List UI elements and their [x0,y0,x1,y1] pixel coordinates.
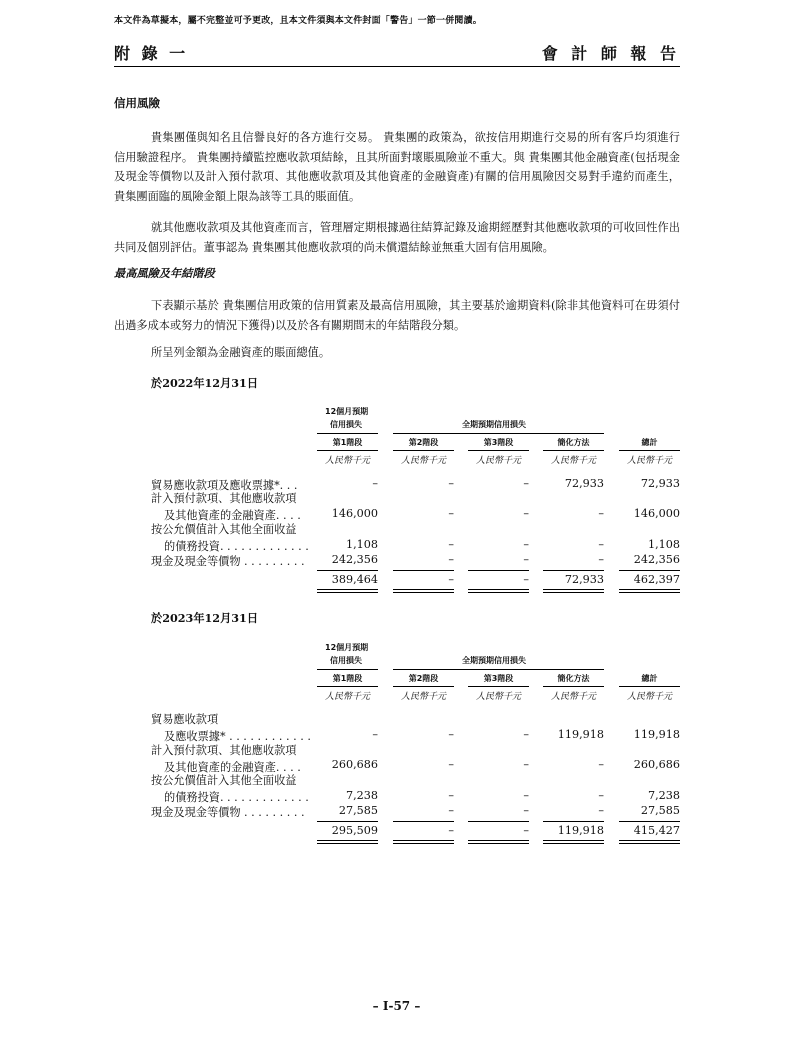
header-12-month-line2: 信用損失 [330,656,362,665]
row-label: 按公允價值計入其他全面收益 [151,523,297,536]
row-label-continued: 及其他資產的金融資產. . . . [164,509,301,522]
double-rule-bottom-stage1 [317,843,378,844]
column-header-rule-stage3 [468,450,529,451]
double-rule-top-total [619,589,680,590]
cell-stage1: – [372,477,378,490]
cell-stage3: – [523,728,529,741]
cell-total: 27,585 [640,804,680,817]
cell-stage3: – [523,758,529,771]
total-stage3: – [523,824,529,837]
cell-simplified: – [598,538,604,551]
column-header-stage3: 第3階段 [483,438,514,447]
row-label-continued: 的債務投資. . . . . . . . . . . . . [164,791,309,804]
double-rule-bottom-stage1 [317,592,378,593]
draft-warning: 本文件為草擬本，屬不完整並可予更改，且本文件須與本文件封面「警告」一節一併閱讀。 [114,16,483,26]
table-2022-date: 於2022年12月31日 [151,376,259,390]
double-rule-bottom-stage3 [468,592,529,593]
cell-stage2: – [448,477,454,490]
double-rule-top-simplified [543,840,604,841]
unit-label-stage2: 人民幣千元 [400,692,446,702]
cell-stage2: – [448,789,454,802]
cell-stage3: – [523,789,529,802]
total-rule-simplified [543,821,604,822]
cell-simplified: – [598,507,604,520]
total-rule-stage1 [317,570,378,571]
column-header-rule-stage1 [317,686,378,687]
cell-stage3: – [523,538,529,551]
double-rule-bottom-stage3 [468,843,529,844]
cell-total: 146,000 [633,507,680,520]
total-stage2: – [448,824,454,837]
double-rule-top-simplified [543,589,604,590]
cell-stage3: – [523,477,529,490]
double-rule-top-stage3 [468,840,529,841]
row-label: 貿易應收款項及應收票據*. . . [151,479,298,492]
cell-simplified: – [598,789,604,802]
row-label-continued: 及應收票據* . . . . . . . . . . . . [164,730,311,743]
cell-total: 119,918 [633,728,680,741]
column-header-rule-stage2 [393,686,454,687]
column-header-simplified: 簡化方法 [557,438,590,447]
header-12-month-line1: 12個月預期 [325,407,369,416]
total-rule-stage3 [468,821,529,822]
paragraph-table-intro: 下表顯示基於 貴集團信用政策的信用質素及最高信用風險，其主要基於逾期資料(除非其他資料可在毋須付出過多成本或努力的情況下獲得)以及於各有關期間末的年結階段分類。 [114,299,680,332]
unit-label-stage3: 人民幣千元 [475,456,521,466]
table-2023-date: 於2023年12月31日 [151,611,259,625]
cell-simplified: – [598,804,604,817]
cell-total: 242,356 [633,553,680,566]
cell-simplified: – [598,553,604,566]
header-rule [114,66,680,67]
unit-label-total: 人民幣千元 [626,456,672,466]
column-header-stage1: 第1階段 [332,438,363,447]
unit-label-total: 人民幣千元 [626,692,672,702]
double-rule-bottom-simplified [543,843,604,844]
row-label-continued: 及其他資產的金融資產. . . . [164,761,301,774]
cell-total: 1,108 [647,538,680,551]
column-header-rule-total [619,686,680,687]
row-label: 按公允價值計入其他全面收益 [151,774,297,787]
header-lifetime: 全期預期信用損失 [462,656,526,665]
double-rule-bottom-total [619,843,680,844]
cell-stage3: – [523,507,529,520]
cell-stage1: 27,585 [338,804,378,817]
column-header-rule-stage3 [468,686,529,687]
header-rule-stage1 [317,433,378,434]
column-header-total: 總計 [641,674,658,683]
header-rule-lifetime [393,669,604,670]
row-label-continued: 的債務投資. . . . . . . . . . . . . [164,540,309,553]
section-title: 信用風險 [114,96,160,110]
cell-stage2: – [448,538,454,551]
page-number: – I-57 – [372,999,421,1013]
column-header-total: 總計 [641,438,658,447]
double-rule-top-stage1 [317,589,378,590]
cell-simplified: – [598,758,604,771]
total-rule-total [619,821,680,822]
total-stage1: 389,464 [331,573,378,586]
double-rule-bottom-stage2 [393,592,454,593]
column-header-rule-simplified [543,686,604,687]
double-rule-top-stage1 [317,840,378,841]
cell-stage2: – [448,553,454,566]
cell-total: 7,238 [647,789,680,802]
total-rule-stage2 [393,821,454,822]
total-stage3: – [523,573,529,586]
paragraph-other-receivables: 就其他應收款項及其他資產而言，管理層定期根據過往結算記錄及逾期經歷對其他應收款項的可收回性作出共同及個別評估。董事認為 貴集團其他應收款項的尚未償還結餘並無重大固有信用風險。 [114,221,680,254]
double-rule-bottom-simplified [543,592,604,593]
double-rule-top-total [619,840,680,841]
total-rule-stage1 [317,821,378,822]
cell-simplified: 119,918 [557,728,604,741]
total-simplified: 119,918 [557,824,604,837]
cell-simplified: 72,933 [564,477,604,490]
column-header-stage3: 第3階段 [483,674,514,683]
unit-label-stage1: 人民幣千元 [324,692,370,702]
row-label: 現金及現金等價物 . . . . . . . . . [151,806,305,819]
cell-stage2: – [448,804,454,817]
double-rule-bottom-total [619,592,680,593]
cell-stage3: – [523,553,529,566]
double-rule-top-stage3 [468,589,529,590]
row-label: 計入預付款項、其他應收款項 [151,744,297,757]
header-12-month-line1: 12個月預期 [325,643,369,652]
total-rule-stage2 [393,570,454,571]
subheading-max-exposure: 最高風險及年結階段 [114,266,215,280]
appendix-title: 附 錄 一 [114,44,189,63]
column-header-stage2: 第2階段 [408,674,439,683]
double-rule-bottom-stage2 [393,843,454,844]
cell-total: 260,686 [633,758,680,771]
cell-total: 72,933 [640,477,680,490]
header-lifetime: 全期預期信用損失 [462,420,526,429]
header-rule-stage1 [317,669,378,670]
cell-stage2: – [448,728,454,741]
total-rule-stage3 [468,570,529,571]
double-rule-top-stage2 [393,589,454,590]
row-label: 現金及現金等價物 . . . . . . . . . [151,555,305,568]
paragraph-gross-amount: 所呈列金額為金融資產的賬面總值。 [151,346,331,359]
paragraph-credit-policy: 貴集團僅與知名且信譽良好的各方進行交易。 貴集團的政策為，欲按信用期進行交易的所有客戶均須進行信用驗證程序。 貴集團持續監控應收款項結餘，且其所面對壞賬風險並不重大。與 貴集團其他金融資產(包括現金及現金等價物以及計入預付款項、其他應收款項及其他資產的金融資產)有關的信用風險因交易對手違約而產生， 貴集團面臨的風險金額上限為該等工具的賬面值。 [114,131,680,203]
column-header-rule-stage2 [393,450,454,451]
column-header-rule-stage1 [317,450,378,451]
header-rule-lifetime [393,433,604,434]
cell-stage1: – [372,728,378,741]
cell-stage1: 146,000 [331,507,378,520]
double-rule-top-stage2 [393,840,454,841]
unit-label-simplified: 人民幣千元 [550,456,596,466]
cell-stage2: – [448,758,454,771]
total-rule-simplified [543,570,604,571]
cell-stage3: – [523,804,529,817]
column-header-rule-simplified [543,450,604,451]
column-header-stage1: 第1階段 [332,674,363,683]
unit-label-stage1: 人民幣千元 [324,456,370,466]
column-header-simplified: 簡化方法 [557,674,590,683]
total-total: 462,397 [633,573,680,586]
row-label: 計入預付款項、其他應收款項 [151,492,297,505]
cell-stage1: 260,686 [331,758,378,771]
unit-label-stage3: 人民幣千元 [475,692,521,702]
cell-stage1: 1,108 [345,538,378,551]
cell-stage2: – [448,507,454,520]
row-label: 貿易應收款項 [151,713,219,726]
total-stage1: 295,509 [331,824,378,837]
report-title: 會 計 師 報 告 [541,44,680,63]
total-simplified: 72,933 [564,573,604,586]
column-header-stage2: 第2階段 [408,438,439,447]
unit-label-stage2: 人民幣千元 [400,456,446,466]
unit-label-simplified: 人民幣千元 [550,692,596,702]
column-header-rule-total [619,450,680,451]
total-rule-total [619,570,680,571]
header-12-month-line2: 信用損失 [330,420,362,429]
total-stage2: – [448,573,454,586]
cell-stage1: 242,356 [331,553,378,566]
total-total: 415,427 [633,824,680,837]
cell-stage1: 7,238 [345,789,378,802]
